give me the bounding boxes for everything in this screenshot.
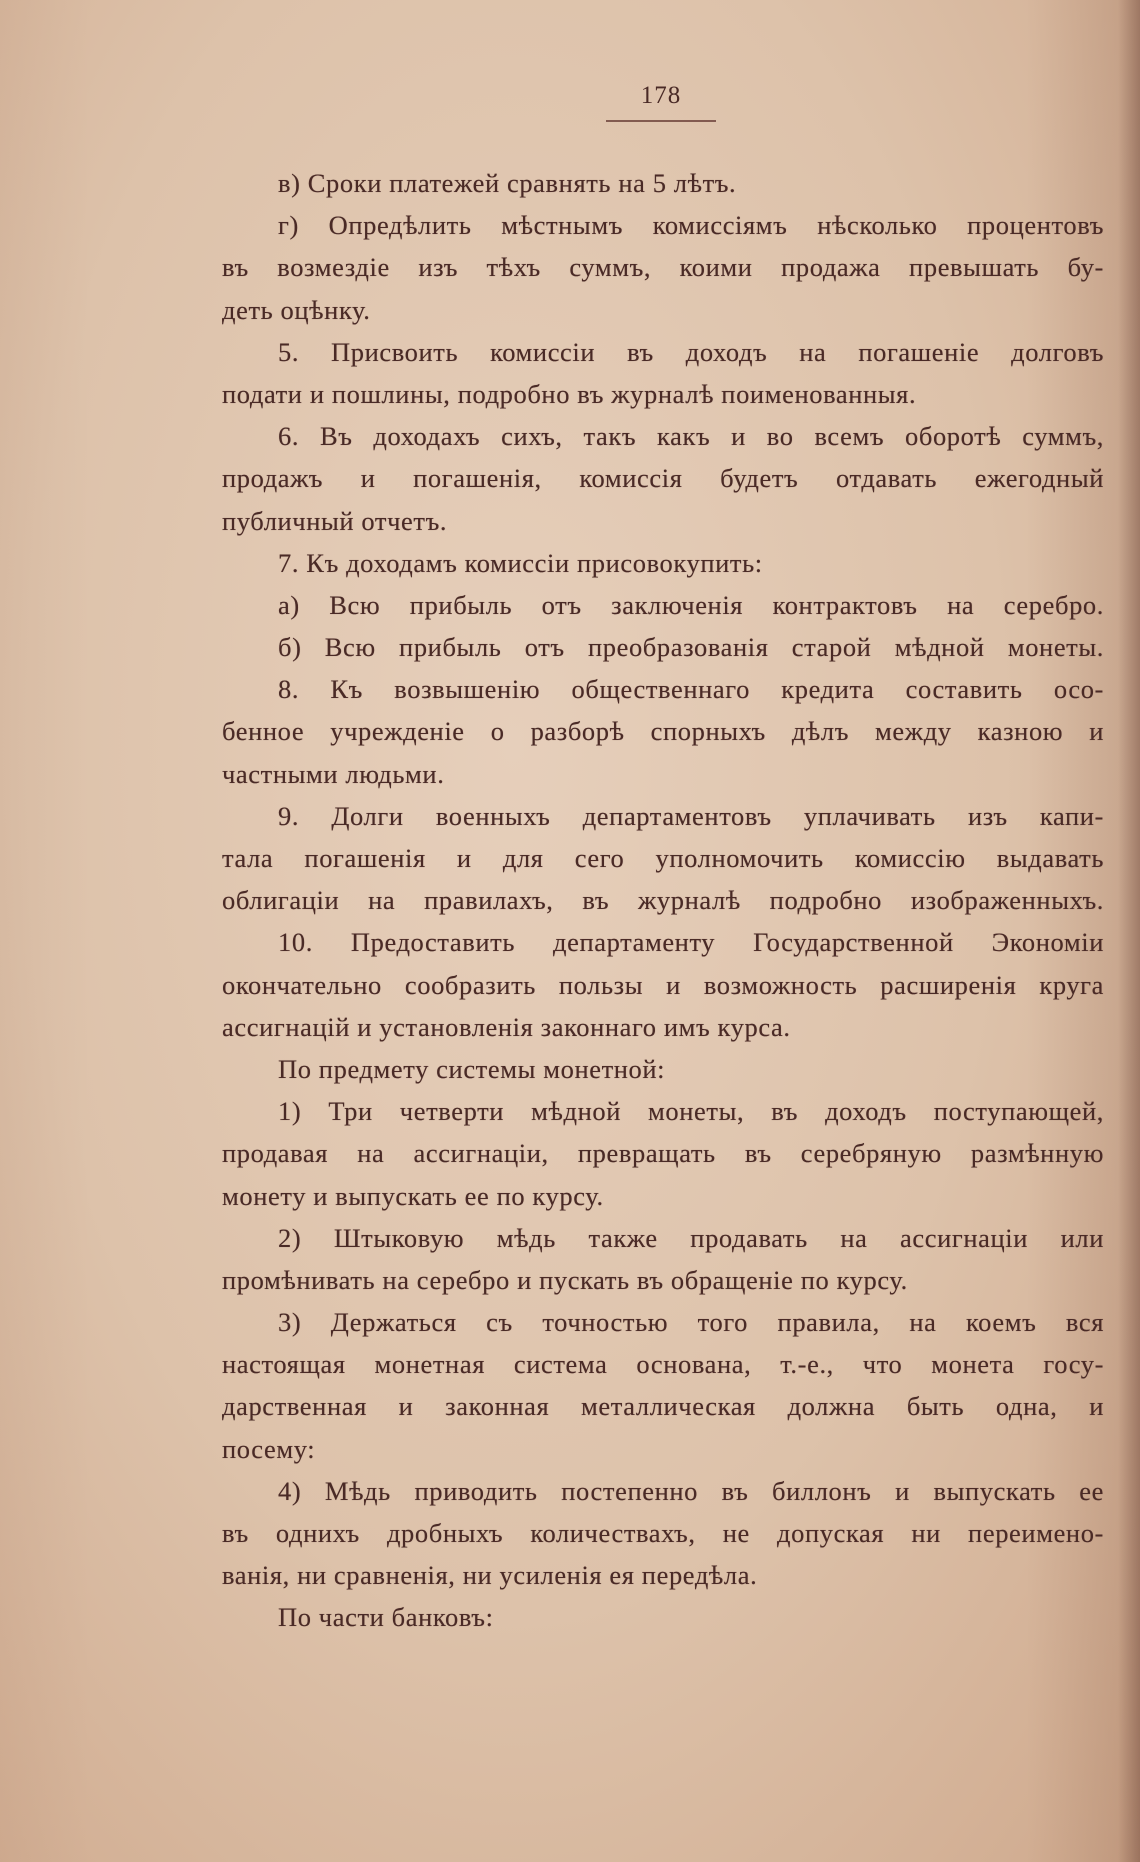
text-line: настоящая монетная система основана, т.-е., что монета госу- [222,1349,1104,1380]
text-line: частными людьми. [222,758,445,789]
text-line: 1) Три четверти мѣдной монеты, въ доходъ поступающей, [278,1096,1104,1127]
text-line: 6. Въ доходахъ сихъ, такъ какъ и во всемъ оборотѣ суммъ, [278,421,1104,452]
text-line: а) Всю прибыль отъ заключенiя контрактовъ на серебро. [278,589,1104,620]
text-line: 4) Мѣдь приводить постепенно въ биллонъ и выпускать ее [278,1475,1104,1506]
text-line: деть оцѣнку. [222,294,371,325]
page-edge-shadow [1118,0,1140,1862]
text-line: 2) Штыковую мѣдь также продавать на ассигнацiи или [278,1222,1104,1253]
text-line: в) Сроки платежей сравнять на 5 лѣтъ. [278,168,737,198]
text-line: публичный отчетъ. [222,505,448,536]
text-line: 9. Долги военныхъ департаментовъ уплачивать изъ капи- [278,800,1104,831]
text-line: продажъ и погашенiя, комиссiя будетъ отдавать ежегодный [222,463,1104,494]
page-number: 178 [640,82,682,109]
text-line: дарственная и законная металлическая должна быть одна, и [222,1391,1104,1422]
text-line: тала погашенiя и для сего уполномочить комиссiю выдавать [222,843,1104,873]
text-line: въ возмездiе изъ тѣхъ суммъ, коими продажа превышать бу- [222,252,1104,283]
text-line: монету и выпускать ее по курсу. [222,1180,604,1211]
text-line: бенное учрежденiе о разборѣ спорныхъ дѣлъ между казною и [222,716,1104,747]
text-line: ассигнацiй и установленiя законнаго имъ курса. [222,1011,791,1042]
text-line: По части банковъ: [278,1602,494,1633]
text-line: 10. Предоставить департаменту Государственной Экономiи [278,927,1104,958]
text-line: б) Всю прибыль отъ преобразованiя старой мѣдной монеты. [278,632,1104,663]
text-line: подати и пошлины, подробно въ журналѣ поименованныя. [222,378,917,409]
text-line: 5. Присвоить комиссiи въ доходъ на погашенiе долговъ [278,336,1104,367]
page-text [222,162,1104,1639]
text-line: окончательно сообразить пользы и возможность расширенiя круга [222,969,1104,1000]
page-number-rule [606,120,716,122]
text-line: 8. Къ возвышенiю общественнаго кредита составить осо- [278,674,1104,705]
text-line: промѣнивать на серебро и пускать въ обращенiе по курсу. [222,1264,908,1295]
text-line: 7. Къ доходамъ комиссiи присовокупить: [278,547,763,578]
text-line: По предмету системы монетной: [278,1053,666,1084]
text-line: ванiя, ни сравненiя, ни усиленiя ея передѣла. [222,1560,758,1591]
text-line: продавая на ассигнацiи, превращать въ серебряную размѣнную [222,1138,1104,1169]
text-line: г) Опредѣлить мѣстнымъ комиссiямъ нѣсколько процентовъ [278,210,1104,241]
text-line: посему: [222,1433,316,1464]
text-line: 3) Держаться съ точностью того правила, на коемъ вся [278,1307,1104,1338]
text-line: облигацiи на правилахъ, въ журналѣ подробно изображенныхъ. [222,885,1104,916]
text-line: въ однихъ дробныхъ количествахъ, не допуская ни переименo- [222,1518,1104,1548]
